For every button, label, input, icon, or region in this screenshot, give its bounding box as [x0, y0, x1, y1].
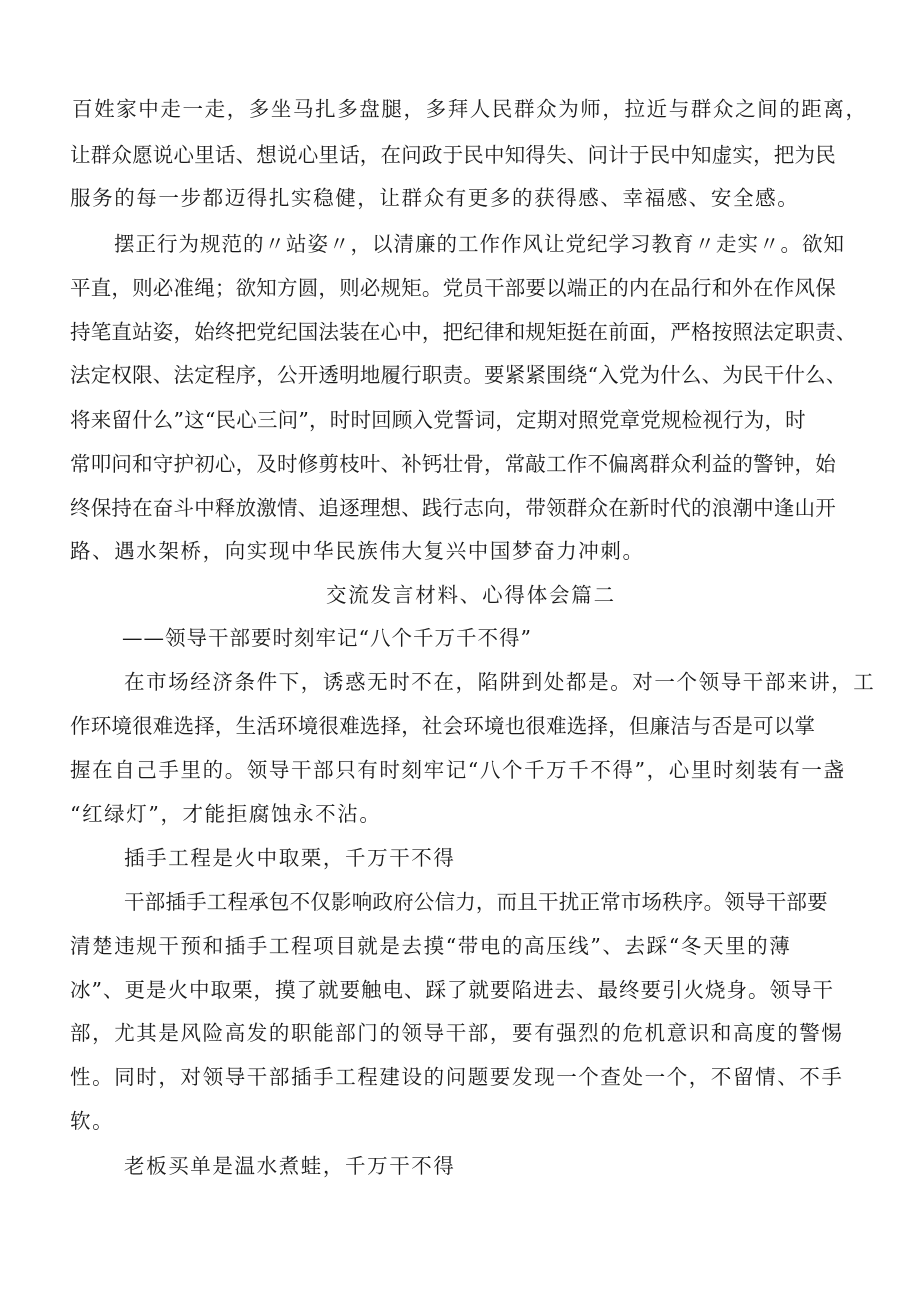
paragraph-line: 性。同时，对领导干部插手工程建设的问题要发现一个查处一个，不留情、不手: [70, 1065, 844, 1089]
section-subtitle: ——领导干部要时刻牢记“八个千万千不得”: [122, 626, 532, 650]
paragraph-line: 服务的每一步都迈得扎实稳健，让群众有更多的获得感、幸福感、安全感。: [70, 186, 800, 210]
paragraph-line: 作环境很难选择，生活环境很难选择，社会环境也很难选择，但廉洁与否是可以掌: [70, 714, 816, 738]
paragraph-line: 摆正行为规范的〃站姿〃，以清廉的工作作风让党纪学习教育〃走实〃。欲知: [114, 232, 845, 256]
paragraph-line: 干部插手工程承包不仅影响政府公信力，而且干扰正常市场秩序。领导干部要: [124, 890, 828, 914]
section-title: 交流发言材料、心得体会篇二: [326, 583, 616, 607]
paragraph-line: 在市场经济条件下，诱惑无时不在，陷阱到处都是。对一个领导干部来讲，工: [124, 670, 876, 694]
paragraph-line: 清楚违规干预和插手工程项目就是去摸“带电的高压线”、去踩“冬天里的薄: [70, 934, 792, 958]
paragraph-line: 部，尤其是风险高发的职能部门的领导干部，要有强烈的危机意识和高度的警惕: [70, 1021, 844, 1045]
paragraph-line: “红绿灯”，才能拒腐蚀永不沾。: [70, 802, 382, 826]
paragraph-line: 终保持在奋斗中释放激情、追逐理想、践行志向，带领群众在新时代的浪潮中逢山开: [70, 496, 836, 520]
paragraph-line: 百姓家中走一走，多坐马扎多盘腿，多拜人民群众为师，拉近与群众之间的距离，: [72, 97, 868, 121]
subheading: 插手工程是火中取栗，千万干不得: [124, 846, 456, 870]
paragraph-line: 法定权限、法定程序，公开透明地履行职责。要紧紧围绕“入党为什么、为民干什么、: [70, 363, 847, 387]
paragraph-line: 将来留什么”这“民心三问”，时时回顾入党誓词，定期对照党章党规检视行为，时: [70, 408, 806, 432]
subheading: 老板买单是温水煮蛙，千万干不得: [124, 1154, 456, 1178]
paragraph-line: 软。: [70, 1109, 115, 1133]
paragraph-line: 常叩问和守护初心，及时修剪枝叶、补钙壮骨，常敲工作不偏离群众利益的警钟，始: [70, 452, 836, 476]
paragraph-line: 路、遇水架桥，向实现中华民族伟大复兴中国梦奋力冲刺。: [70, 539, 645, 563]
paragraph-line: 平直，则必准绳；欲知方圆，则必规矩。党员干部要以端正的内在品行和外在作风保: [70, 276, 836, 300]
paragraph-line: 持笔直站姿，始终把党纪国法装在心中，把纪律和规矩挺在前面，严格按照法定职责、: [70, 320, 857, 344]
paragraph-line: 冰”、更是火中取栗，摸了就要触电、踩了就要陷进去、最终要引火烧身。领导干: [70, 978, 834, 1002]
paragraph-line: 握在自己手里的。领导干部只有时刻牢记“八个千万千不得”，心里时刻装有一盏: [70, 758, 846, 782]
paragraph-line: 让群众愿说心里话、想说心里话，在问政于民中知得失、问计于民中知虚实，把为民: [70, 143, 836, 167]
